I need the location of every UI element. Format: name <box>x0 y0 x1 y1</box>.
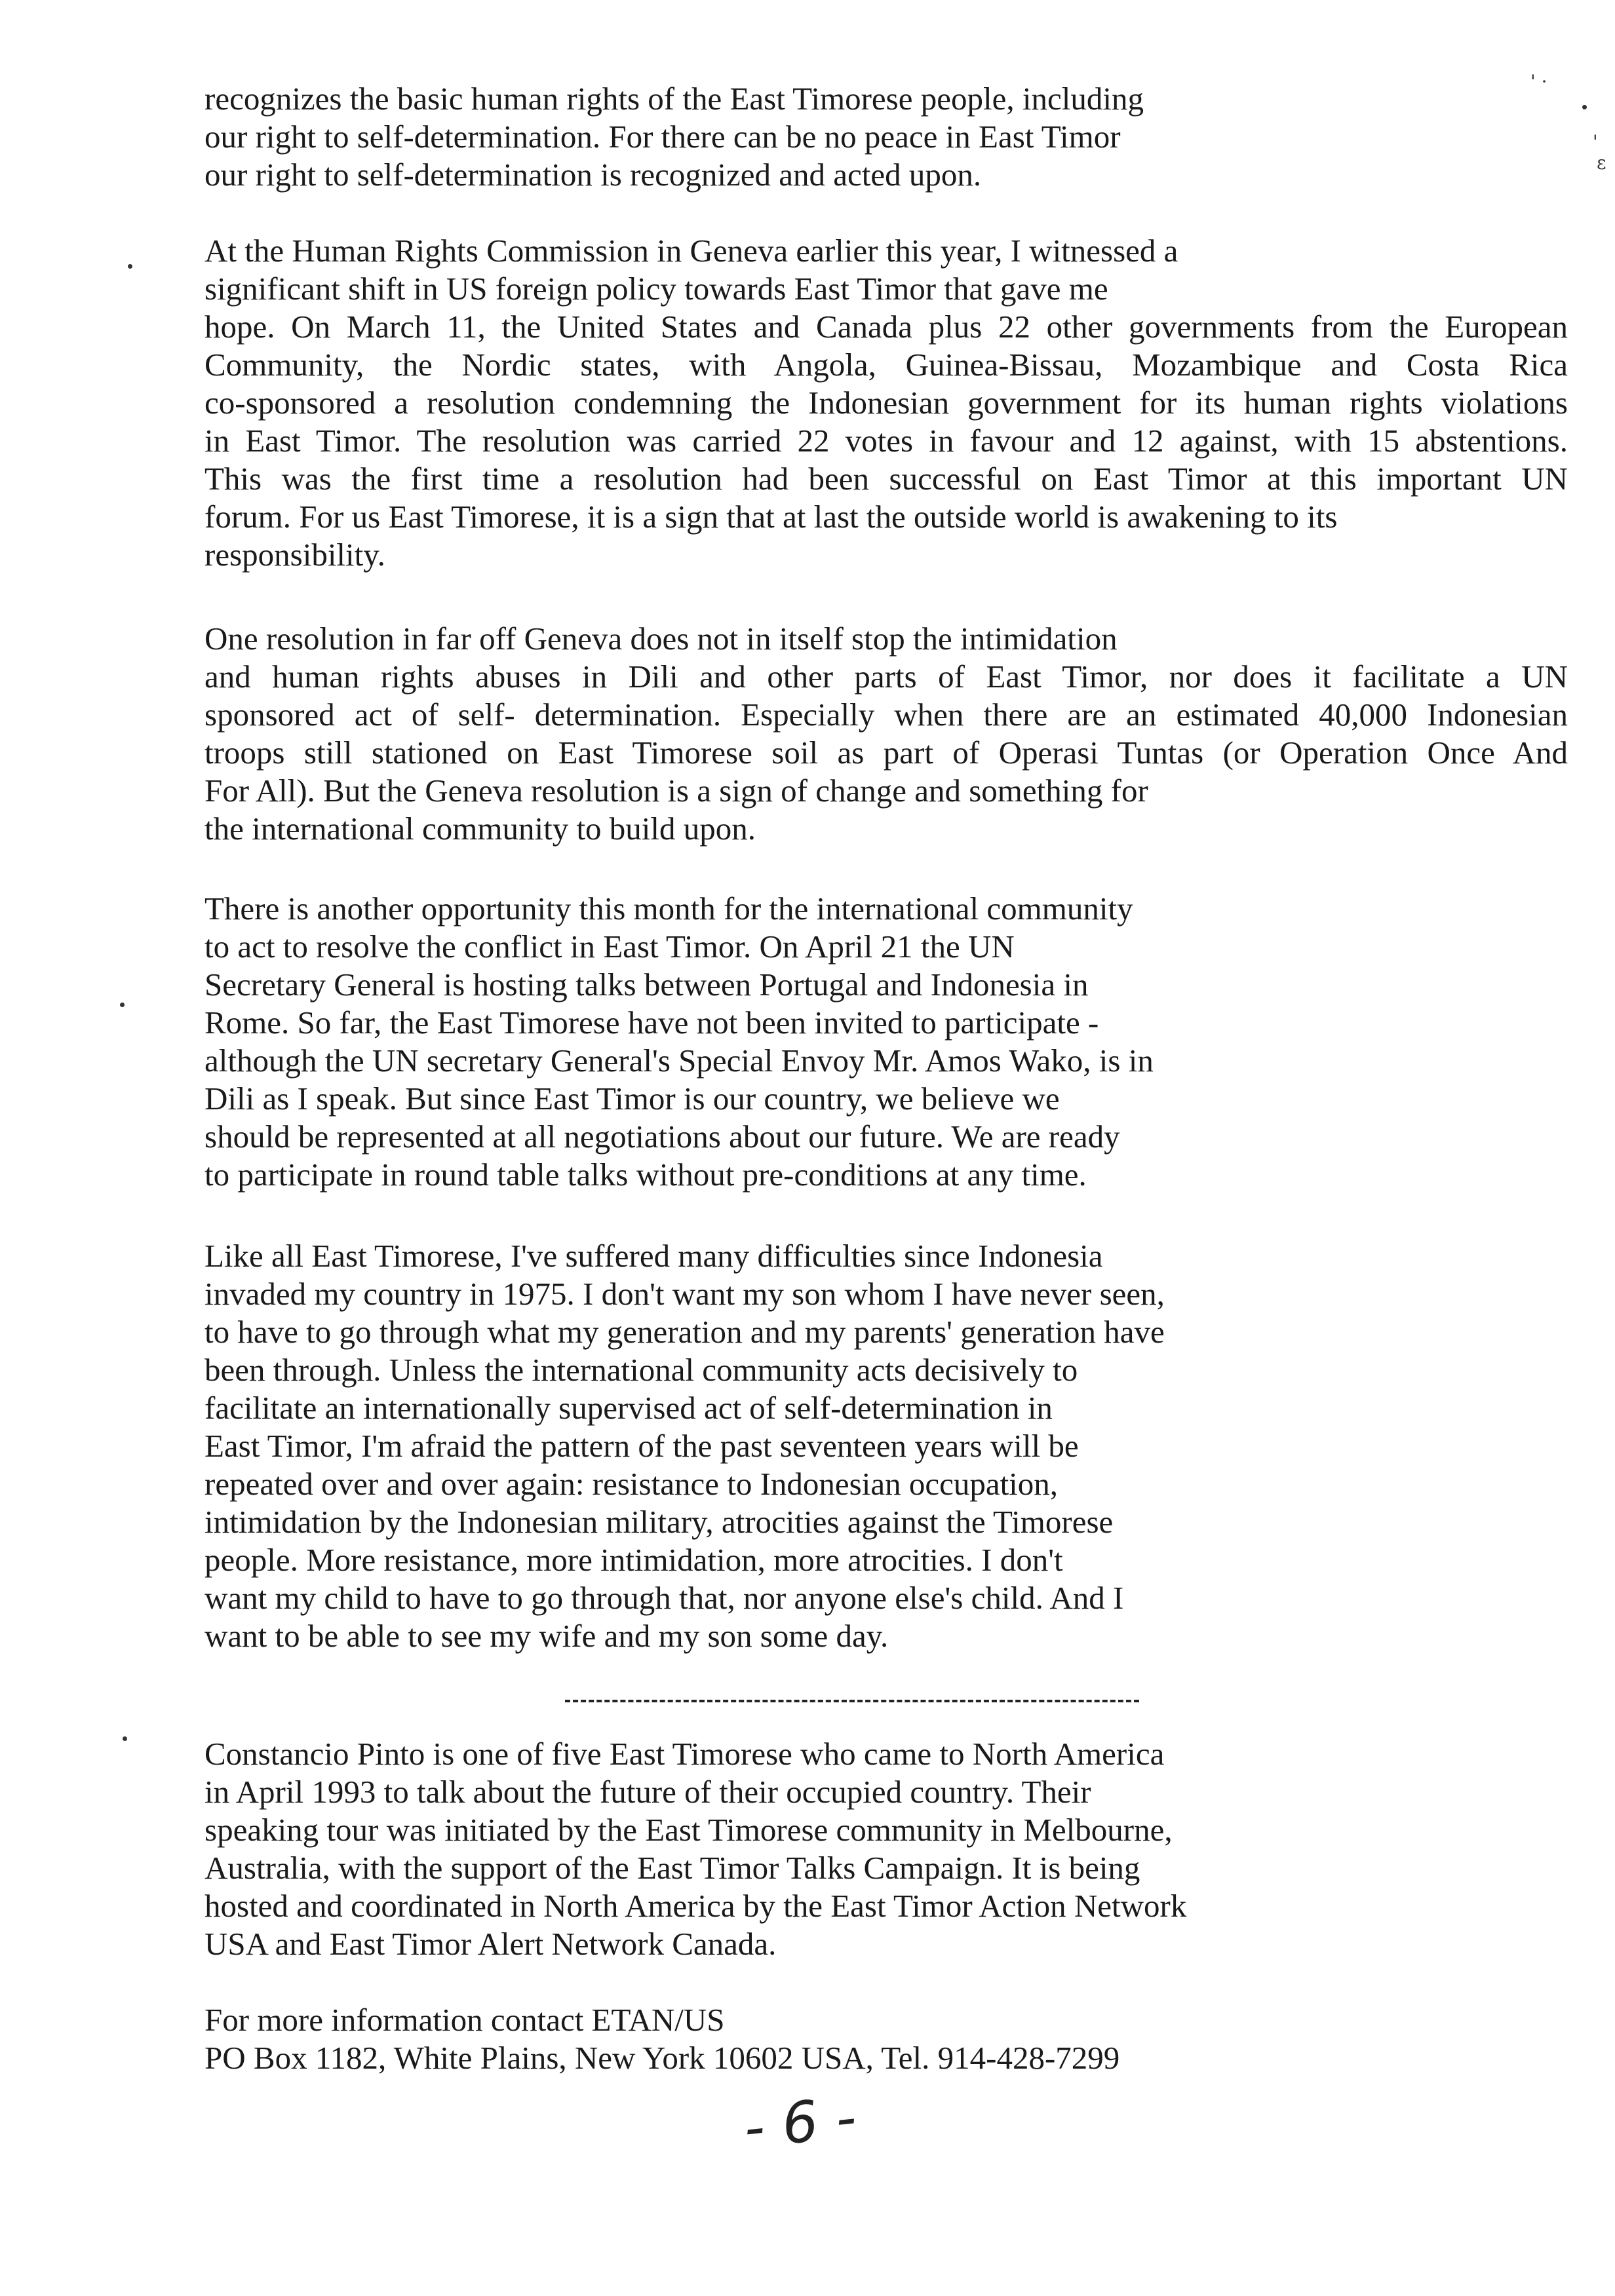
text-line: Dili as I speak. But since East Timor is our country, we believe we <box>204 1081 1060 1117</box>
text-line: sponsored act of self- determination. Especially when there are an estimated 40,000 Indonesian <box>204 697 1568 733</box>
text-line: hosted and coordinated in North America by the East Timor Action Network <box>204 1888 1187 1924</box>
margin-mark: ' · <box>1530 71 1547 92</box>
text-line: in April 1993 to talk about the future of their occupied country. Their <box>204 1774 1091 1810</box>
margin-mark: ε <box>1597 152 1606 174</box>
text-line: recognizes the basic human rights of the East Timorese people, including <box>204 81 1144 117</box>
text-line: USA and East Timor Alert Network Canada. <box>204 1926 777 1962</box>
margin-mark: ' <box>1593 131 1598 153</box>
text-line: and human rights abuses in Dili and other parts of East Timor, nor does it facilitate a UN <box>204 659 1568 695</box>
text-line: responsibility. <box>204 537 385 573</box>
text-line: For All). But the Geneva resolution is a sign of change and something for <box>204 773 1148 809</box>
text-line: Rome. So far, the East Timorese have not been invited to participate - <box>204 1004 1099 1041</box>
contact-line: For more information contact ETAN/US <box>204 2002 725 2038</box>
scan-speck <box>120 1003 125 1007</box>
text-line: repeated over and over again: resistance to Indonesian occupation, <box>204 1466 1059 1502</box>
scan-speck <box>1582 105 1587 109</box>
text-line: This was the first time a resolution had been successful on East Timor at this important UN <box>204 461 1568 497</box>
text-line: troops still stationed on East Timorese soil as part of Operasi Tuntas (or Operation Once And <box>204 735 1568 771</box>
text-line: although the UN secretary General's Special Envoy Mr. Amos Wako, is in <box>204 1043 1154 1079</box>
text-line: to participate in round table talks without pre-conditions at any time. <box>204 1157 1087 1193</box>
text-line: to act to resolve the conflict in East Timor. On April 21 the UN <box>204 928 1015 965</box>
scan-speck <box>123 1736 127 1741</box>
text-line: Like all East Timorese, I've suffered many difficulties since Indonesia <box>204 1238 1103 1274</box>
text-line: should be represented at all negotiations about our future. We are ready <box>204 1119 1120 1155</box>
text-line: people. More resistance, more intimidation, more atrocities. I don't <box>204 1542 1063 1578</box>
text-line: invaded my country in 1975. I don't want my son whom I have never seen, <box>204 1276 1165 1312</box>
text-line: want my child to have to go through that, nor anyone else's child. And I <box>204 1580 1124 1616</box>
text-line: Community, the Nordic states, with Angola, Guinea-Bissau, Mozambique and Costa Rica <box>204 347 1568 383</box>
text-line: forum. For us East Timorese, it is a sign that at last the outside world is awakening to its <box>204 499 1338 535</box>
text-line: our right to self-determination. For there can be no peace in East Timor <box>204 119 1121 155</box>
text-line: significant shift in US foreign policy towards East Timor that gave me <box>204 271 1108 307</box>
text-line: One resolution in far off Geneva does not in itself stop the intimidation <box>204 621 1118 657</box>
text-line: in East Timor. The resolution was carried 22 votes in favour and 12 against, with 15 abstentions. <box>204 423 1568 459</box>
text-line: been through. Unless the international community acts decisively to <box>204 1352 1078 1388</box>
text-line: to have to go through what my generation and my parents' generation have <box>204 1314 1165 1350</box>
text-line: There is another opportunity this month for the international community <box>204 890 1133 927</box>
scan-speck <box>128 264 132 269</box>
text-line: hope. On March 11, the United States and Canada plus 22 other governments from the European <box>204 309 1568 345</box>
text-line: co-sponsored a resolution condemning the Indonesian government for its human rights violations <box>204 385 1568 421</box>
page-number: - 6 - <box>741 2084 860 2162</box>
text-line: the international community to build upon. <box>204 811 756 847</box>
text-line: facilitate an internationally supervised act of self-determination in <box>204 1390 1053 1426</box>
dashed-separator <box>565 1700 1139 1702</box>
text-line: Australia, with the support of the East Timor Talks Campaign. It is being <box>204 1850 1140 1886</box>
text-line: intimidation by the Indonesian military, atrocities against the Timorese <box>204 1504 1114 1540</box>
text-line: want to be able to see my wife and my son some day. <box>204 1618 889 1654</box>
text-line: Secretary General is hosting talks between Portugal and Indonesia in <box>204 966 1089 1003</box>
contact-address: PO Box 1182, White Plains, New York 10602 USA, Tel. 914-428-7299 <box>204 2040 1120 2076</box>
text-line: East Timor, I'm afraid the pattern of the past seventeen years will be <box>204 1428 1079 1464</box>
text-line: At the Human Rights Commission in Geneva earlier this year, I witnessed a <box>204 233 1178 269</box>
text-line: speaking tour was initiated by the East Timorese community in Melbourne, <box>204 1812 1173 1848</box>
text-line: our right to self-determination is recognized and acted upon. <box>204 157 982 193</box>
text-line: Constancio Pinto is one of five East Timorese who came to North America <box>204 1736 1165 1772</box>
